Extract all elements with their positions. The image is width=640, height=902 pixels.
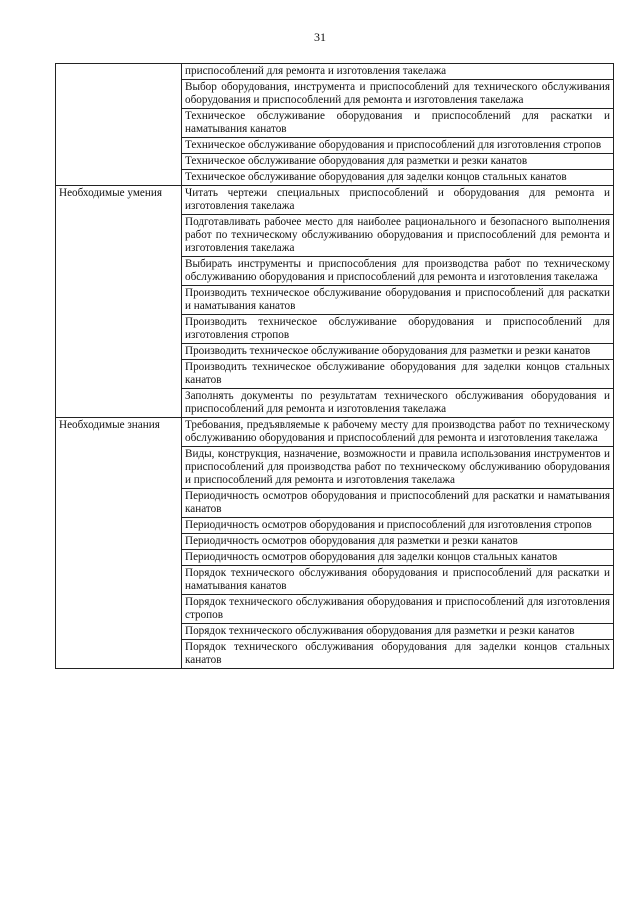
item-cell: Производить техническое обслуживание оборудования и приспособлений для раскатки и наматывания канатов xyxy=(182,286,614,315)
table-row xyxy=(56,186,614,215)
item-cell: Производить техническое обслуживание оборудования для разметки и резки канатов xyxy=(182,344,614,360)
requirements-table-body xyxy=(56,64,614,669)
item-cell: Периодичность осмотров оборудования и приспособлений для изготовления стропов xyxy=(182,518,614,534)
item-cell: Техническое обслуживание оборудования и приспособлений для раскатки и наматывания канатов xyxy=(182,109,614,138)
item-cell: Периодичность осмотров оборудования для разметки и резки канатов xyxy=(182,534,614,550)
item-cell: Производить техническое обслуживание оборудования для заделки концов стальных канатов xyxy=(182,360,614,389)
item-cell: Читать чертежи специальных приспособлений и оборудования для ремонта и изготовления такелажа xyxy=(182,186,614,215)
item-cell: Требования, предъявляемые к рабочему месту для производства работ по техническому обслуживанию оборудования и приспособлений для ремонта и изготовления такелажа xyxy=(182,418,614,447)
item-cell: Производить техническое обслуживание оборудования и приспособлений для изготовления стропов xyxy=(182,315,614,344)
requirements-table xyxy=(55,63,614,669)
table-row xyxy=(56,418,614,447)
category-cell: Необходимые умения xyxy=(56,186,182,418)
item-cell: приспособлений для ремонта и изготовления такелажа xyxy=(182,64,614,80)
item-cell: Выбор оборудования, инструмента и приспособлений для технического обслуживания оборудования и приспособлений для ремонта и изготовления такелажа xyxy=(182,80,614,109)
item-cell: Техническое обслуживание оборудования для разметки и резки канатов xyxy=(182,154,614,170)
item-cell: Периодичность осмотров оборудования и приспособлений для раскатки и наматывания канатов xyxy=(182,489,614,518)
item-cell: Периодичность осмотров оборудования для заделки концов стальных канатов xyxy=(182,550,614,566)
category-cell: Необходимые знания xyxy=(56,418,182,669)
item-cell: Порядок технического обслуживания оборудования и приспособлений для раскатки и наматывания канатов xyxy=(182,566,614,595)
item-cell: Порядок технического обслуживания оборудования для заделки концов стальных канатов xyxy=(182,640,614,669)
item-cell: Виды, конструкция, назначение, возможности и правила использования инструментов и приспособлений для производства работ по техническому обслуживанию оборудования и приспособлений для ремонта и изготовления такелажа xyxy=(182,447,614,489)
item-cell: Техническое обслуживание оборудования и приспособлений для изготовления стропов xyxy=(182,138,614,154)
item-cell: Заполнять документы по результатам технического обслуживания оборудования и приспособлений для ремонта и изготовления такелажа xyxy=(182,389,614,418)
item-cell: Порядок технического обслуживания оборудования для разметки и резки канатов xyxy=(182,624,614,640)
table-row xyxy=(56,64,614,80)
item-cell: Выбирать инструменты и приспособления для производства работ по техническому обслуживанию оборудования и приспособлений для ремонта и изготовления такелажа xyxy=(182,257,614,286)
item-cell: Порядок технического обслуживания оборудования и приспособлений для изготовления стропов xyxy=(182,595,614,624)
page-number: 31 xyxy=(314,30,326,44)
item-cell: Подготавливать рабочее место для наиболее рационального и безопасного выполнения работ по техническому обслуживанию оборудования и приспособлений для ремонта и изготовления такелажа xyxy=(182,215,614,257)
category-cell xyxy=(56,64,182,186)
item-cell: Техническое обслуживание оборудования для заделки концов стальных канатов xyxy=(182,170,614,186)
